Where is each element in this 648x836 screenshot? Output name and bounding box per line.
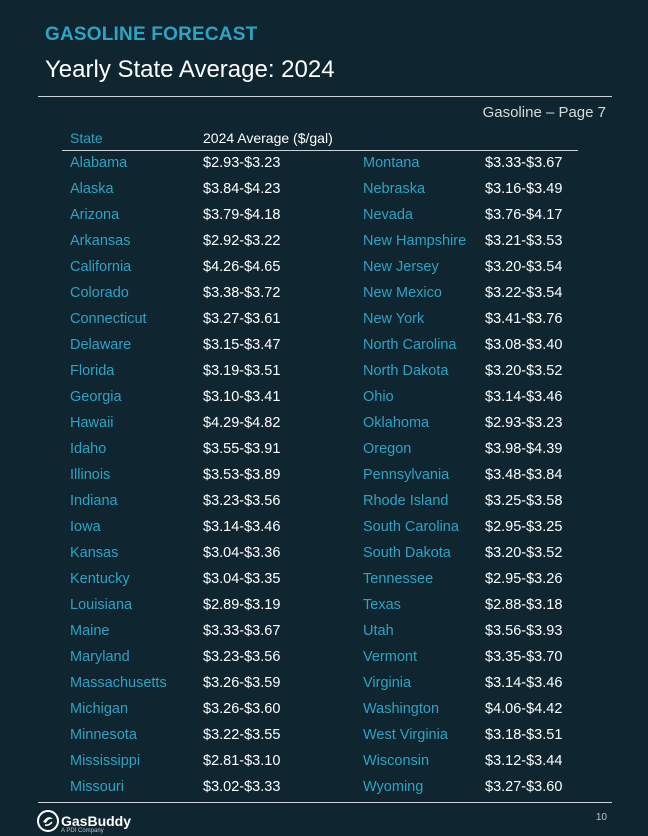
page-number: 10 [595,812,607,823]
price-range-right: $3.21-$3.53 [485,233,563,249]
state-name-right: South Dakota [363,545,451,561]
state-name-left: Alabama [70,155,128,171]
state-name-right: Nebraska [363,181,426,197]
state-name-left: Louisiana [70,597,133,613]
state-name-right: New Hampshire [363,233,467,249]
table-row [0,359,648,385]
state-name-right: Pennsylvania [363,467,450,483]
price-range-left: $4.26-$4.65 [203,259,281,275]
price-range-right: $3.27-$3.60 [485,779,563,795]
state-name-left: Colorado [70,285,129,301]
table-row [0,541,648,567]
price-range-right: $3.56-$3.93 [485,623,563,639]
price-range-left: $3.27-$3.61 [203,311,281,327]
price-range-left: $3.26-$3.59 [203,675,281,691]
state-name-right: Vermont [363,649,417,665]
price-range-left: $3.22-$3.55 [203,727,281,743]
state-name-left: Missouri [70,779,124,795]
price-range-left: $3.23-$3.56 [203,649,281,665]
table-row [0,463,648,489]
table-row [0,749,648,775]
price-range-left: $2.89-$3.19 [203,597,281,613]
title-divider [38,96,612,97]
state-name-right: Oklahoma [363,415,430,431]
price-range-right: $2.95-$3.25 [485,519,563,535]
state-name-right: Nevada [363,207,413,223]
state-name-right: Tennessee [363,571,434,587]
page-title: Yearly State Average: 2024 [45,56,335,83]
state-name-right: Oregon [363,441,412,457]
table-row [0,385,648,411]
state-name-right: North Dakota [363,363,449,379]
state-name-left: Hawaii [70,415,114,431]
price-range-right: $3.16-$3.49 [485,181,563,197]
price-range-left: $2.92-$3.22 [203,233,281,249]
price-range-left: $2.93-$3.23 [203,155,281,171]
table-row [0,671,648,697]
table-row [0,593,648,619]
price-range-left: $3.53-$3.89 [203,467,281,483]
state-name-left: Florida [70,363,115,379]
price-range-left: $3.38-$3.72 [203,285,281,301]
column-header-state: State [70,130,103,146]
table-row [0,515,648,541]
price-range-left: $2.81-$3.10 [203,753,281,769]
price-range-right: $3.08-$3.40 [485,337,563,353]
price-range-left: $3.23-$3.56 [203,493,281,509]
price-range-right: $3.22-$3.54 [485,285,563,301]
state-name-left: Alaska [70,181,114,197]
table-row [0,307,648,333]
price-range-right: $3.48-$3.84 [485,467,563,483]
state-name-left: Idaho [70,441,107,457]
price-range-left: $3.10-$3.41 [203,389,281,405]
price-range-left: $3.15-$3.47 [203,337,281,353]
state-name-left: Illinois [70,467,111,483]
table-row [0,723,648,749]
state-name-left: Georgia [70,389,122,405]
logo-tagline: A PDI Company [61,828,104,834]
state-name-left: Mississippi [70,753,141,769]
state-name-left: Maryland [70,649,130,665]
table-header [62,129,578,151]
price-range-left: $3.04-$3.36 [203,545,281,561]
state-name-right: New Jersey [363,259,439,275]
state-name-left: Michigan [70,701,129,717]
price-range-right: $2.88-$3.18 [485,597,563,613]
price-range-right: $3.14-$3.46 [485,389,563,405]
state-name-left: Kansas [70,545,119,561]
price-range-left: $3.19-$3.51 [203,363,281,379]
column-header-average: 2024 Average ($/gal) [203,130,333,146]
price-range-right: $2.95-$3.26 [485,571,563,587]
table-row [0,177,648,203]
price-range-left: $3.04-$3.35 [203,571,281,587]
price-range-right: $3.98-$4.39 [485,441,563,457]
state-name-left: Arkansas [70,233,131,249]
price-range-left: $3.79-$4.18 [203,207,281,223]
state-name-left: Maine [70,623,110,639]
table-row [0,567,648,593]
state-name-right: West Virginia [363,727,448,743]
state-name-left: Minnesota [70,727,137,743]
table-row [0,229,648,255]
table-row [0,489,648,515]
state-name-right: South Carolina [363,519,459,535]
price-range-right: $4.06-$4.42 [485,701,563,717]
price-range-right: $3.20-$3.54 [485,259,563,275]
price-range-right: $3.12-$3.44 [485,753,563,769]
gasbuddy-logo [37,808,157,834]
state-name-left: Delaware [70,337,132,353]
state-name-left: Kentucky [70,571,130,587]
price-range-left: $4.29-$4.82 [203,415,281,431]
table-row [0,151,648,177]
table-row [0,645,648,671]
state-name-left: Connecticut [70,311,147,327]
state-name-right: Wyoming [363,779,424,795]
state-name-right: North Carolina [363,337,457,353]
price-range-right: $3.33-$3.67 [485,155,563,171]
table-row [0,255,648,281]
table-row [0,333,648,359]
price-range-right: $3.41-$3.76 [485,311,563,327]
price-range-left: $3.14-$3.46 [203,519,281,535]
table-row [0,203,648,229]
state-name-right: Ohio [363,389,394,405]
table-row [0,411,648,437]
price-range-left: $3.02-$3.33 [203,779,281,795]
price-range-right: $3.18-$3.51 [485,727,563,743]
footer-divider [38,802,612,803]
state-price-table [0,151,648,801]
state-name-right: Wisconsin [363,753,430,769]
state-name-left: Arizona [70,207,120,223]
state-name-left: Iowa [70,519,101,535]
price-range-right: $3.14-$3.46 [485,675,563,691]
price-range-left: $3.55-$3.91 [203,441,281,457]
gasbuddy-logo-icon [37,810,59,832]
state-name-left: Indiana [70,493,118,509]
state-name-left: Massachusetts [70,675,167,691]
state-name-right: Virginia [363,675,412,691]
table-row [0,437,648,463]
state-name-right: Utah [363,623,394,639]
logo-wordmark: GasBuddy [61,813,132,829]
state-name-right: New Mexico [363,285,442,301]
table-row [0,281,648,307]
price-range-right: $3.20-$3.52 [485,545,563,561]
price-range-right: $3.35-$3.70 [485,649,563,665]
state-name-left: California [70,259,132,275]
price-range-right: $3.76-$4.17 [485,207,563,223]
state-name-right: Rhode Island [363,493,449,509]
state-name-right: New York [363,311,425,327]
state-name-right: Texas [363,597,401,613]
state-name-right: Washington [363,701,440,717]
price-range-left: $3.33-$3.67 [203,623,281,639]
state-name-right: Montana [363,155,420,171]
section-label: GASOLINE FORECAST [45,24,258,45]
price-range-right: $2.93-$3.23 [485,415,563,431]
price-range-right: $3.20-$3.52 [485,363,563,379]
table-row [0,619,648,645]
price-range-left: $3.84-$4.23 [203,181,281,197]
page-tag: Gasoline – Page 7 [482,104,606,121]
price-range-right: $3.25-$3.58 [485,493,563,509]
table-row [0,775,648,801]
table-row [0,697,648,723]
price-range-left: $3.26-$3.60 [203,701,281,717]
